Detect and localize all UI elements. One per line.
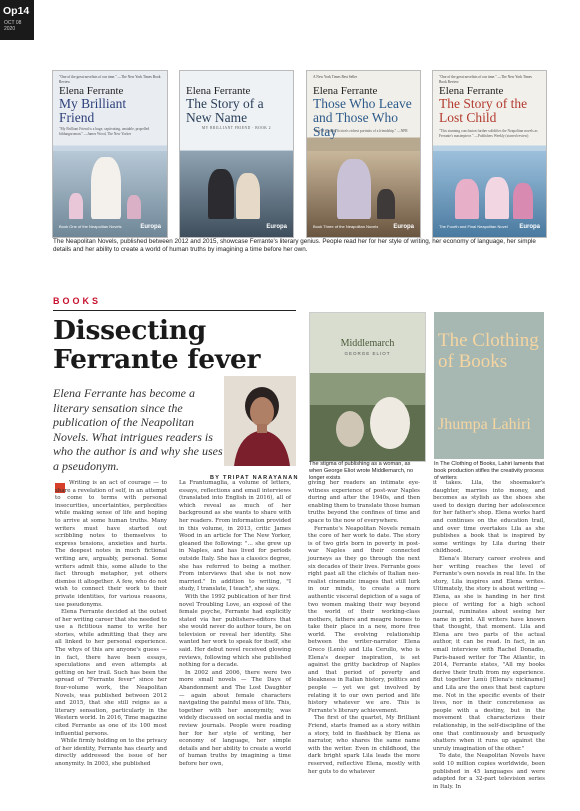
byline: BY TRIPAT NARAYANAN: [210, 475, 299, 481]
page-folio: [0, 0, 34, 40]
cover-title: The Story of the Lost Child: [439, 96, 528, 125]
body-paragraph: Writing is an act of courage — to share a revelation of self, in an attempt to come to terms with personal insecurities, uncertainties, perplexities while making sense of life and hoping to arrive at some human truths. Many writers must have started out scribbling notes to themselves to express tensions, anxieties and hurts. The deepest notes in much fictional writing are, arguably, personal. Some writers admit this, some allude to the fact through metaphor, yet others dismiss it altogether. A few, who do not wish to connect their work to their private identities, for various reasons, use pseudonyms.: [55, 480, 167, 608]
cover-author: Elena Ferrante: [186, 85, 251, 97]
cover-publisher: Europa: [140, 224, 161, 230]
body-paragraph: While firmly holding on to the privacy of her identity, Ferrante has clearly and directly addressed the issue of her anonymity. In 2003, she published: [55, 738, 167, 767]
body-paragraph: Ferrante's Neapolitan Novels remain the core of her work to date. The story is of two girls born in poverty in post-war Naples and their connected journeys as they go through the next six decades of their lives. Ferrante goes right past all the clichés of Italian neo-realist cinematic images that still lurk in our minds, to create a more authentic visceral depiction of a saga of two women making their way beyond the world of their working-class mothers, fathers and meagre homes to take their place in a new, more free world. The evolving relationship between the writer-narrator Elena Greco (Lenù) and Lila Cerullo, who is Elena's deeper inspiration, is set against the gritty backdrop of Naples and that period of poverty and bleakness in Italian history, politics and people — yet we get involved by relating it to our own period and life history whatever we are. This is Ferrante's literary achievement.: [308, 525, 420, 714]
headline: Dissecting Ferrante fever: [53, 315, 261, 375]
body-paragraph: it takes. Lila, the shoemaker's daughter, marries into money, and becomes as stylish as the shoes she used to design during her adolescence for her father's shop. Elena works hard and continues on the education trail, and over time overtakes Lila as she publishes a book that is inspired by some writings by Lila during their childhood.: [433, 480, 545, 555]
cover-subtitle: "My Brilliant Friend is a huge, captivating, unstable, propelled bildungsroman." —James Wood, The New Yorker: [59, 127, 150, 136]
book-cover-those-who-leave: [306, 70, 421, 238]
cover-title: Those Who Leave and Those Who Stay: [313, 96, 412, 139]
author-portrait: [224, 376, 296, 466]
page-number: Op14: [3, 5, 30, 17]
cover-publisher: Europa: [266, 224, 287, 230]
cover-blurb: "One of the great novelists of our time." —The New York Times Book Review: [439, 75, 532, 84]
body-paragraph: La Frantumaglia, a volume of letters, essays, reflections and email interviews (translated into English in 2016), all of which reveal as much of her background as she wants to share with her readers. From information provided in this volume, in 2013, critic James Wood in an article for The New Yorker, gleaned the following: "... she grew up in Naples, and has lived for periods outside Italy. She has a classics degree, she has referred to being a mother. From interviews that she is not now married." In addition to writing, "I study, I translate, I teach", she says.: [179, 480, 291, 593]
clothing-author: Jhumpa Lahiri: [438, 416, 531, 433]
body-column-2: [179, 480, 291, 769]
middlemarch-caption: The stigma of publishing as a woman, as when George Eliot wrote Middlemarch, no longer exists: [309, 461, 414, 481]
clothing-caption: In The Clothing of Books, Lahiri laments that book production stifles the creativity process of writers: [434, 461, 544, 481]
covers-caption: The Neapolitan Novels, published between 2012 and 2015, showcase Ferrante's literary genius. People read her for her style of writing, her economy of language, her simple details and her ability to create a world of human truths by imagining a time before her own.: [53, 238, 536, 253]
cover-subtitle: "One of modern fiction's richest portraits of a friendship." —NPR: [313, 129, 408, 133]
middlemarch-author: GEORGE ELIOT: [344, 351, 391, 356]
body-column-4: [433, 480, 545, 791]
body-paragraph: In 2002 and 2006, there were two more small novels — The Days of Abandonment and The Lost Daughter — again about female characters navigating the painful mess of life. This, together with her anonymity, was widely discussed on social media and in review journals. People were reading her for her style of writing, her economy of language, her simple details and her ability to create a world of human truths by imagining a time before her own,: [179, 669, 292, 767]
cover-publisher: Europa: [393, 224, 414, 230]
section-rule: [53, 310, 296, 311]
cover-blurb: A New York Times Best Seller: [313, 75, 358, 79]
cover-series: The Fourth and Final Neapolitan Novel: [439, 224, 508, 229]
cover-author: Elena Ferrante: [59, 85, 124, 97]
middlemarch-cover-photo: [309, 312, 426, 462]
body-column-1: [55, 480, 167, 769]
cover-series: Book Three of the Neapolitan Novels: [313, 224, 379, 229]
issue-date-line2: 2020: [4, 26, 16, 32]
book-cover-my-brilliant-friend: [52, 70, 168, 238]
standfirst: Elena Ferrante has become a literary sensation since the publication of the Neapolitan Novels. What intrigues readers is who the author is and why she uses a pseudonym.: [53, 386, 223, 473]
body-paragraph: Elena's literary career evolves and her writing reaches the level of Ferrante's own novels in real life. In the story, Lila inspires and Elena writes. Ultimately, the story is about writing — Elena, as she is handing in her first piece of writing for a high school journal, ruminates about seeing her name in print. All writers have known that thought, that moment. Lila and Elena are two parts of the actual author, it can be read. In fact, in an email interview with Rachel Donadio, Paris-based writer for The Atlantic, in 2014, Ferrante states, "All my books derive their truth from my experience. But together Lenù [Elena's nickname] and Lila are the ones that best capture me. Not in the specific events of their lives, nor in their concreteness as people with a destiny, but in the movement that characterizes their relationship, in the self-discipline of the one that continuously and brusquely shatters when it runs up against the unruly imagination of the other.": [433, 555, 545, 752]
body-column-3: [308, 480, 420, 776]
body-paragraph: To date, the Neapolitan Novels have sold 10 million copies worldwide, been published in 45 languages and were adapted for a 32-part television series in Italy. In: [433, 753, 545, 790]
cover-blurb: "One of the great novelists of our time." —The New York Times Book Review: [59, 75, 161, 84]
body-paragraph: The first of the quartet, My Brilliant Friend, starts framed as a story within a story, told in flashback by Elena as narrator, who shares the same name with the writer. Even in childhood, the dark bright spark Lila leads the more reserved, reflective Elena, mostly with her guts to do whatever: [308, 715, 420, 775]
body-paragraph: giving her readers an intimate eye-witness experience of post-war Naples during and after the 1940s, and then enabling them to translate those human truths beyond the confines of time and space to the now of everywhere.: [308, 480, 420, 524]
cover-series: Book One of the Neapolitan Novels: [59, 224, 122, 229]
cover-title: My Brilliant Friend: [59, 96, 127, 125]
section-label: BOOKS: [53, 296, 102, 306]
cover-subtitle: MY BRILLIANT FRIEND · BOOK 2: [201, 126, 272, 130]
issue-date-line1: OCT 08: [4, 20, 22, 26]
body-paragraph: Elena Ferrante decided at the outset of her writing career that she needed to use a fictitious name to write her stories, while admitting that they are all linked to her personal experience. The whys of this are anyone's guess — in fact, there have been essays, speculations and even attempts at getting on her trail. Such has been the spread of "Ferrante fever" since her four-volume work, the Neapolitan Novels, was published between 2012 and 2015, that she still reigns as a literary sensation, particularly in the Western world. In 2016, Time magazine cited Ferrante as one of its 100 most influential persons.: [55, 609, 167, 737]
cover-author: Elena Ferrante: [313, 85, 378, 97]
cover-subtitle: "This stunning conclusion further solidifies the Neapolitan novels as Ferrante's masterpiece." —Publishers Weekly (starred review): [439, 129, 538, 138]
issue-date: [4, 20, 21, 32]
book-cover-story-of-a-new-name: [179, 70, 294, 238]
clothing-title: The Clothing of Books: [438, 330, 539, 372]
clothing-of-books-cover-photo: [434, 312, 544, 459]
middlemarch-title: Middlemarch: [340, 338, 395, 349]
book-cover-story-of-the-lost-child: [432, 70, 547, 238]
cover-author: Elena Ferrante: [439, 85, 504, 97]
body-paragraph: With the 1992 publication of her first novel Troubling Love, an exposé of the female psyche, Ferrante had explicitly stated via her publishers-editors that she would never do author tours, be on television or reveal her identity. She wanted her work to speak for itself, she said. Her debut novel received glowing reviews, following which she published nothing for a decade.: [179, 593, 291, 669]
cover-publisher: Europa: [519, 224, 540, 230]
cover-title: The Story of a New Name: [186, 96, 264, 125]
